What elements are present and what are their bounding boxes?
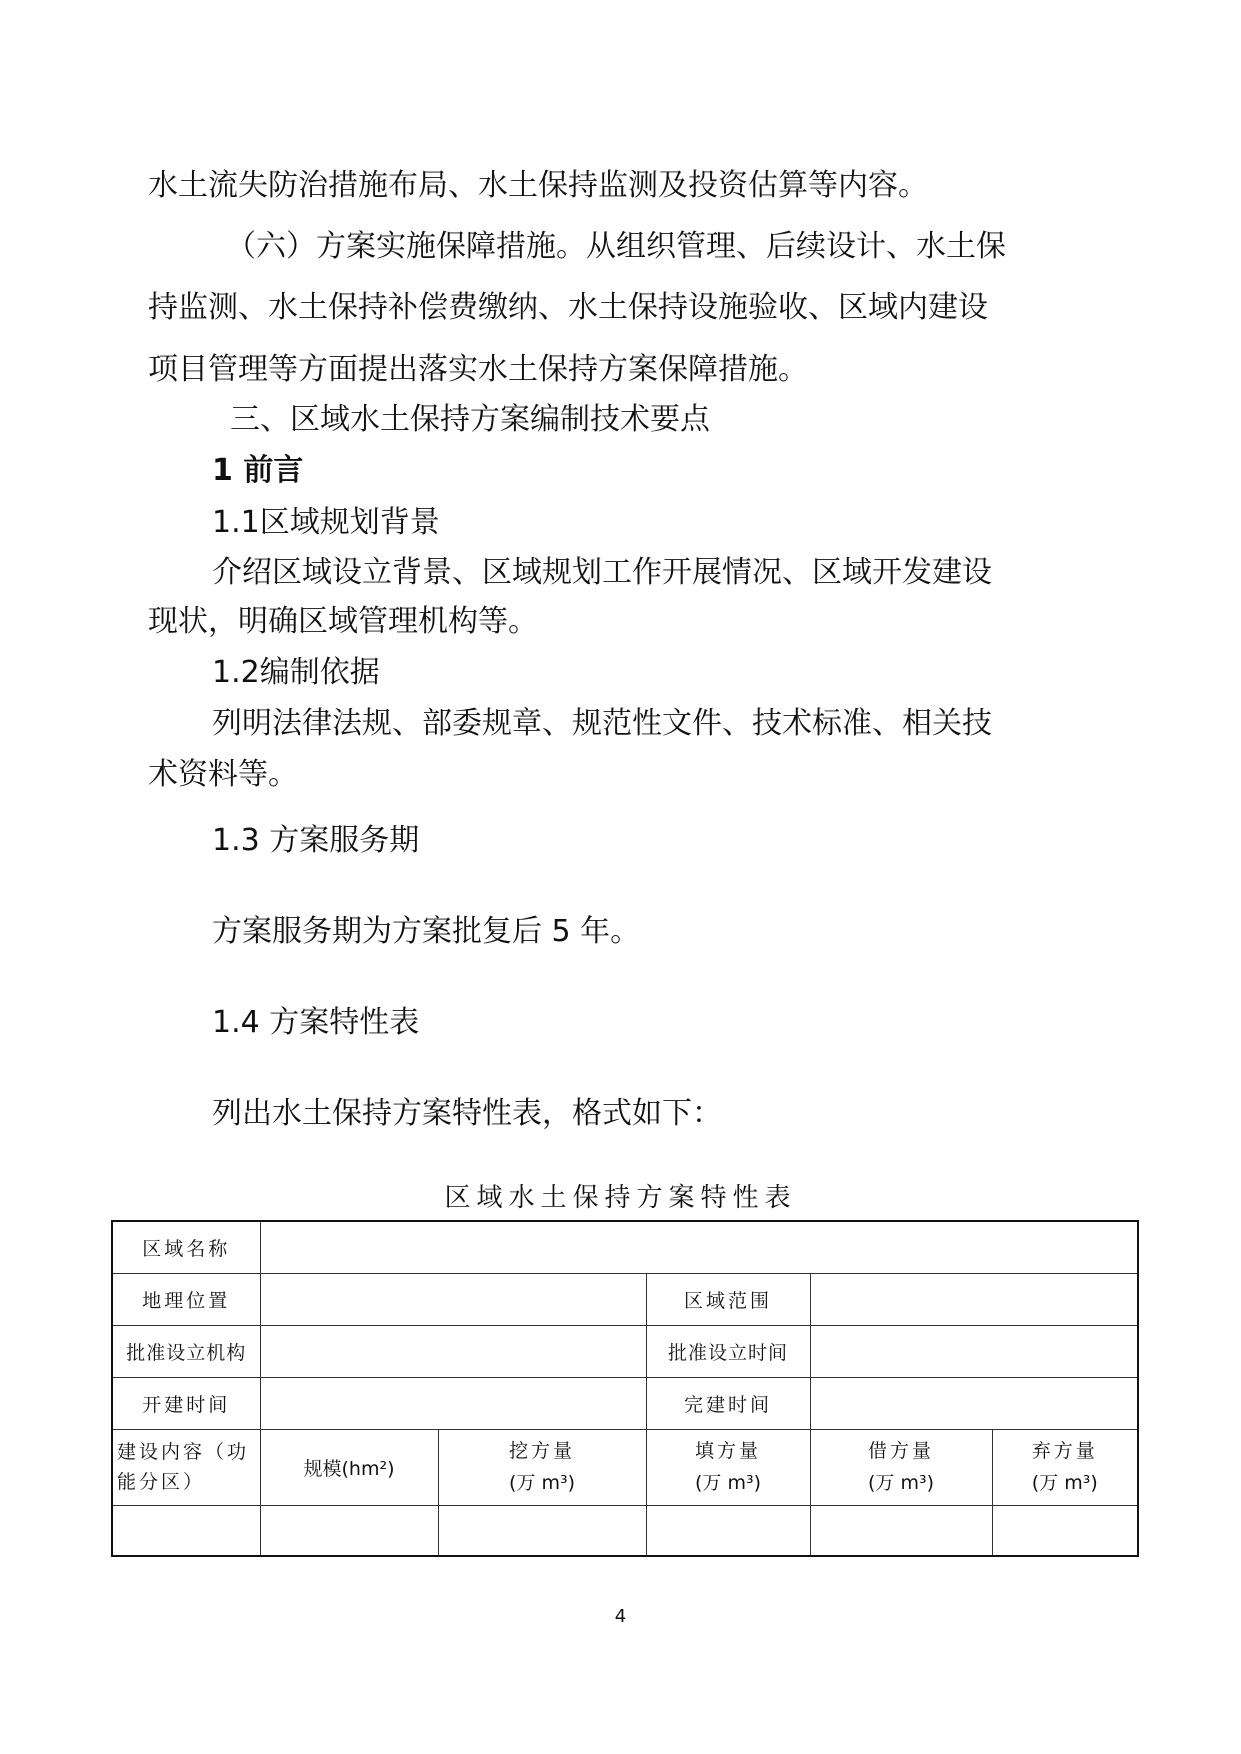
empty-cell (810, 1505, 992, 1556)
fill-text: 填方量 (694, 1440, 761, 1462)
table-row (112, 1273, 1138, 1325)
subsection-heading: 1.1区域规划背景 (212, 505, 440, 540)
paragraph-line: 持监测、水土保持补偿费缴纳、水土保持设施验收、区域内建设 (148, 290, 988, 325)
section-heading: 三、区域水土保持方案编制技术要点 (230, 402, 710, 437)
region-name-value (260, 1221, 1138, 1273)
fill-label (646, 1429, 810, 1505)
borrow-text: 借方量 (867, 1440, 934, 1462)
empty-cell (438, 1505, 646, 1556)
spec-table (111, 1220, 1139, 1557)
waste-label (992, 1429, 1138, 1505)
scale-label (260, 1429, 438, 1505)
paragraph-line: 术资料等。 (148, 757, 298, 792)
paragraph-line: 项目管理等方面提出落实水土保持方案保障措施。 (148, 352, 808, 387)
dig-unit: (万 m³) (509, 1472, 575, 1494)
location-value (260, 1273, 646, 1325)
table-row (112, 1325, 1138, 1377)
empty-cell (646, 1505, 810, 1556)
range-value (810, 1273, 1138, 1325)
table-row (112, 1221, 1138, 1273)
table-header-row (112, 1429, 1138, 1505)
approval-time-value (810, 1325, 1138, 1377)
paragraph-line: 水土流失防治措施布局、水土保持监测及投资估算等内容。 (148, 168, 928, 203)
dig-label (438, 1429, 646, 1505)
table-title: 区域水土保持方案特性表 (444, 1183, 797, 1213)
empty-cell (992, 1505, 1138, 1556)
approval-org-label: 批准设立机构 (112, 1325, 260, 1377)
finish-time-value (810, 1377, 1138, 1429)
table-row (112, 1377, 1138, 1429)
start-time-value (260, 1377, 646, 1429)
range-label: 区域范围 (646, 1273, 810, 1325)
paragraph-line: 介绍区域设立背景、区域规划工作开展情况、区域开发建设 (212, 555, 992, 590)
content-label: 建设内容（功能分区） (112, 1429, 260, 1505)
paragraph-line: 列明法律法规、部委规章、规范性文件、技术标准、相关技 (212, 706, 992, 741)
table-row (112, 1505, 1138, 1556)
scale-text: 规模(hm²) (303, 1457, 395, 1480)
subsection-heading: 1.4 方案特性表 (212, 1005, 420, 1040)
empty-cell (260, 1505, 438, 1556)
empty-cell (112, 1505, 260, 1556)
location-label: 地理位置 (112, 1273, 260, 1325)
subsection-heading: 1.3 方案服务期 (212, 823, 420, 858)
fill-unit: (万 m³) (695, 1472, 761, 1494)
finish-time-label: 完建时间 (646, 1377, 810, 1429)
page-number: 4 (614, 1606, 627, 1627)
waste-unit: (万 m³) (1031, 1472, 1098, 1494)
subsection-heading: 1.2编制依据 (212, 655, 380, 690)
approval-time-label: 批准设立时间 (646, 1325, 810, 1377)
waste-text: 弃方量 (1031, 1440, 1098, 1462)
approval-org-value (260, 1325, 646, 1377)
dig-text: 挖方量 (508, 1440, 575, 1462)
paragraph-line: 现状，明确区域管理机构等。 (148, 604, 538, 639)
chapter-heading: 1 前言 (212, 453, 304, 488)
paragraph-line: （六）方案实施保障措施。从组织管理、后续设计、水土保 (226, 229, 1006, 264)
paragraph-line: 方案服务期为方案批复后 5 年。 (212, 914, 641, 949)
borrow-label (810, 1429, 992, 1505)
region-name-label: 区域名称 (112, 1221, 260, 1273)
paragraph-line: 列出水土保持方案特性表，格式如下： (212, 1096, 722, 1131)
start-time-label: 开建时间 (112, 1377, 260, 1429)
borrow-unit: (万 m³) (868, 1472, 934, 1494)
